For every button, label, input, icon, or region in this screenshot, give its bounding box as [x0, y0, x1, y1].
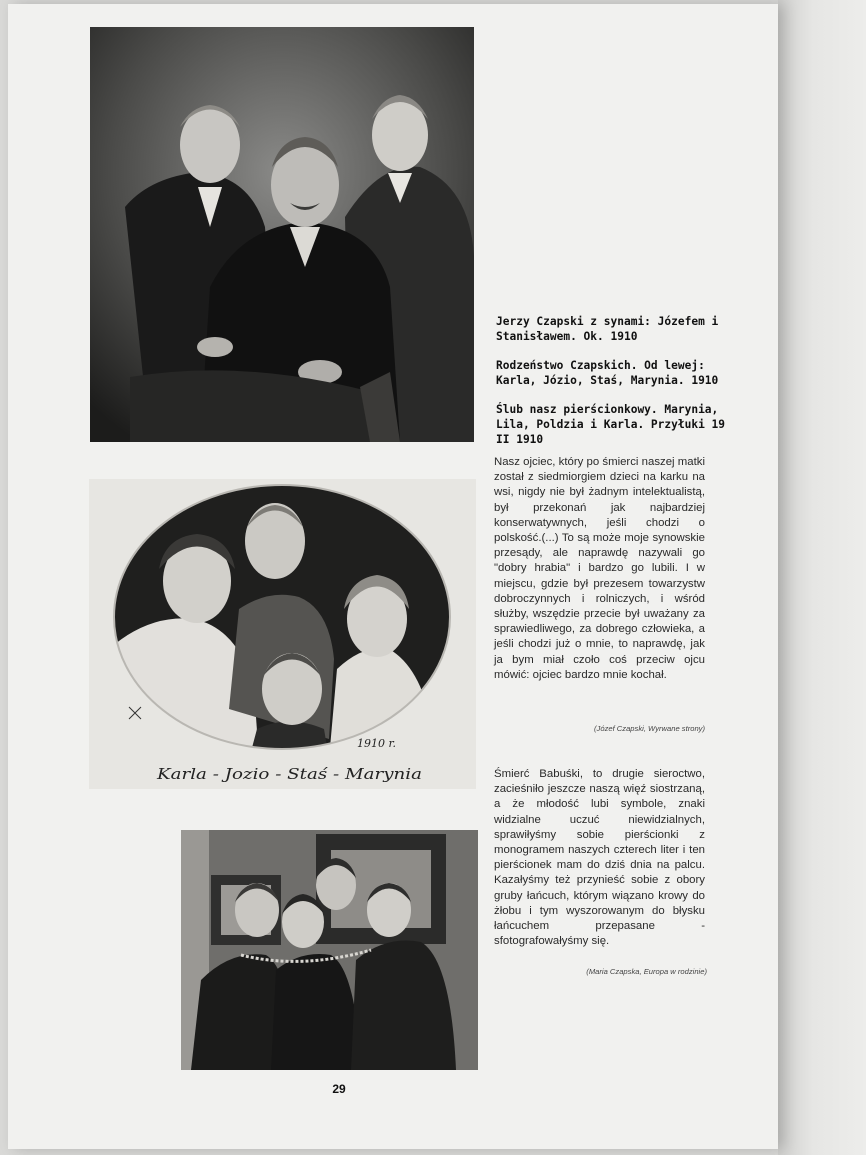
page-edge [778, 0, 866, 1155]
page-number: 29 [332, 1082, 346, 1096]
photo-inscription: Karla - Jozio - Staś - Marynia [155, 765, 422, 783]
photo-ring-wedding [181, 830, 478, 1070]
quote-maria: Śmierć Babuśki, to drugie sieroctwo, zacieśniło jeszcze naszą więź siostrzaną, a że młodość lubi symbole, znaki widzialne uczuć niewidzialnych, sprawiłyśmy sobie pierścionki z monogramem naszych czterech liter i ten pierścionek mam do dziś dnia na palcu. Kazałyśmy też przynieść sobie z obory gruby łańcuch, którym wiązano krowy do żłobu i tym wyszorowanym do błysku łańcuchem przepasane - sfotografowałyśmy się. [494, 768, 705, 948]
quote-jozef-source: (Józef Czapski, Wyrwane strony) [594, 724, 705, 733]
caption-photo-1: Jerzy Czapski z synami: Józefem i Stanisławem. Ok. 1910 [496, 315, 719, 343]
quote-maria-source: (Maria Czapska, Europa w rodzinie) [586, 967, 707, 976]
photo-siblings-oval [89, 479, 476, 789]
caption-photo-3: Ślub nasz pierścionkowy. Marynia, Lila, Poldzia i Karla. Przyłuki 19 II 1910 [496, 403, 726, 446]
quote-jozef: Nasz ojciec, który po śmierci naszej matki został z siedmiorgiem dzieci na karku na wsi, nigdy nie był żadnym intelektualistą, był przekonań jak najbardziej konserwatywnych, jeśli chodzi o polskość.(...) To są może moje synowskie przesądy, ale naprawdę nazywali go "dobry hrabia" i bardzo go lubili. I w miejscu, gdzie był prezesem towarzystw dobroczynnych i rolniczych, i wśród służby, wszędzie przecie był uważany za sprawiedliwego, za dobrego człowieka, a jeśli chodzi już o mnie, to naprawdę, jak ja bym miał czoło coś przeciw ojcu mówić: ojciec bardzo mnie kochał. [494, 456, 705, 681]
photo-father-with-sons [90, 27, 474, 442]
photo-date-mark: 1910 r. [357, 737, 397, 750]
photo-captions [496, 314, 736, 461]
caption-photo-2: Rodzeństwo Czapskich. Od lewej: Karla, Józio, Staś, Marynia. 1910 [496, 359, 719, 387]
